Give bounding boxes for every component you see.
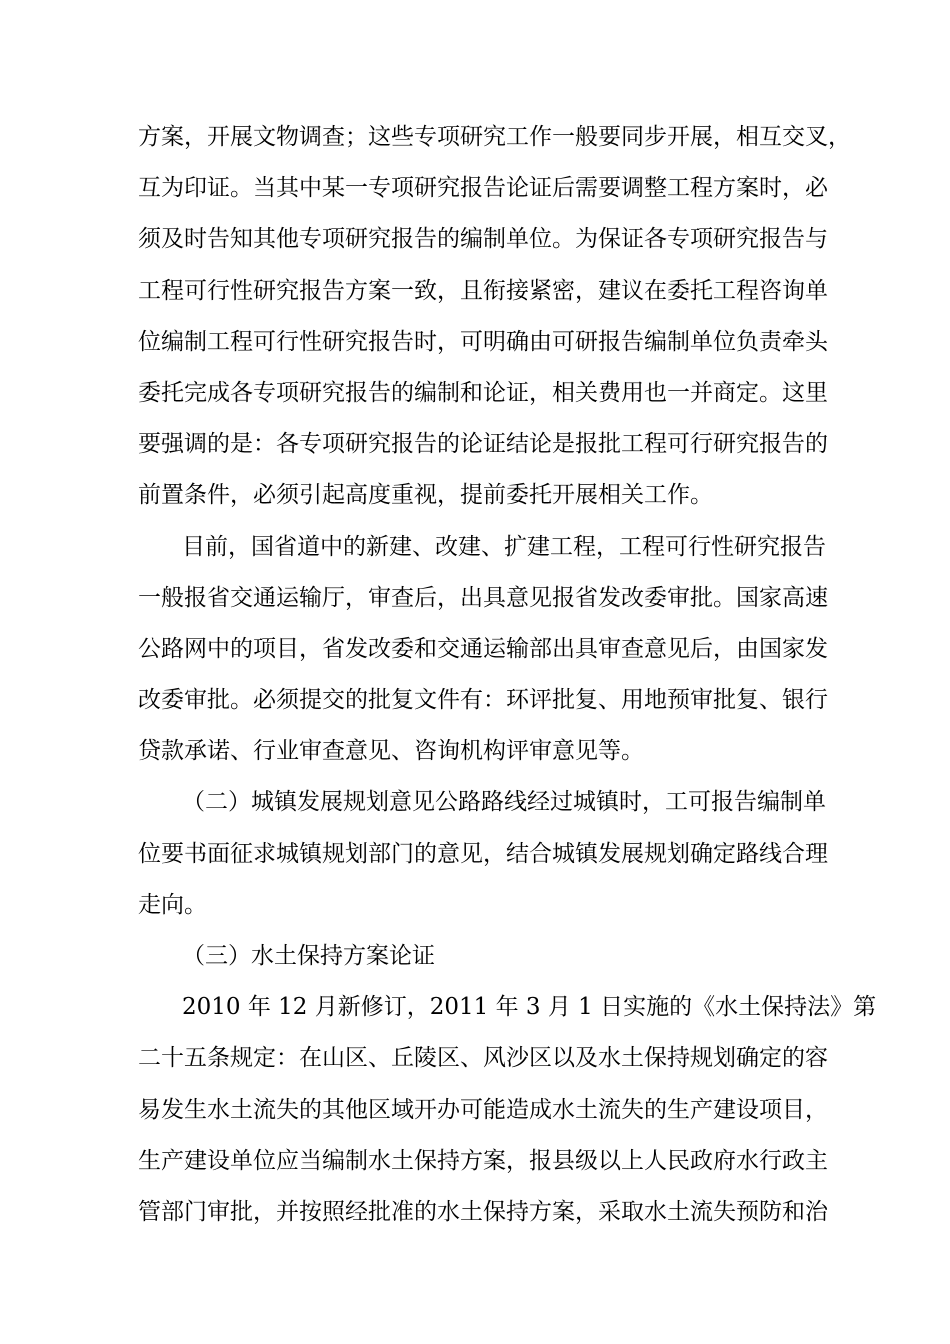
text-line: 贷款承诺、行业审查意见、咨询机构评审意见等。 [138,738,644,765]
text-line: 要强调的是：各专项研究报告的论证结论是报批工程可行研究报告的 [138,431,828,458]
paragraph-soil-conservation-law [138,982,877,1238]
text-line: 须及时告知其他专项研究报告的编制单位。为保证各专项研究报告与 [138,226,828,253]
text-line: 2010 年 12 月新修订，2011 年 3 月 1 日实施的《水土保持法》第 [182,994,877,1021]
text-line: （二）城镇发展规划意见公路路线经过城镇时，工可报告编制单 [182,789,826,816]
text-line: 委托完成各专项研究报告的编制和论证，相关费用也一并商定。这里 [138,379,828,406]
text-line: 工程可行性研究报告方案一致，且衔接紧密，建议在委托工程咨询单 [138,277,828,304]
text-line: 二十五条规定：在山区、丘陵区、风沙区以及水土保持规划确定的容 [138,1045,828,1072]
text-line: 目前，国省道中的新建、改建、扩建工程，工程可行性研究报告 [182,533,826,560]
text-line: 位编制工程可行性研究报告时，可明确由可研报告编制单位负责牵头 [138,328,828,355]
text-line: 互为印证。当其中某一专项研究报告论证后需要调整工程方案时，必 [138,175,828,202]
text-line: 一般报省交通运输厅，审查后，出具意见报省发改委审批。国家高速 [138,584,828,611]
document-body [138,112,877,1238]
section-heading-soil-conservation [138,931,820,982]
text-line: 方案，开展文物调查；这些专项研究工作一般要同步开展，相互交叉， [138,124,851,150]
text-line: 公路网中的项目，省发改委和交通运输部出具审查意见后，由国家发 [138,635,828,662]
text-line: 生产建设单位应当编制水土保持方案，报县级以上人民政府水行政主 [138,1147,828,1174]
paragraph-cultural-survey [138,112,851,522]
text-line: 走向。 [138,891,207,918]
paragraph-approval-process [138,522,828,778]
section-heading: （三）水土保持方案论证 [182,943,435,969]
text-line: 位要书面征求城镇规划部门的意见，结合城镇发展规划确定路线合理 [138,840,828,867]
paragraph-urban-planning [138,777,828,931]
text-line: 改委审批。必须提交的批复文件有：环评批复、用地预审批复、银行 [138,687,828,714]
text-line: 管部门审批，并按照经批准的水土保持方案，采取水土流失预防和治 [138,1198,828,1225]
text-line: 易发生水土流失的其他区域开办可能造成水土流失的生产建设项目， [138,1096,828,1123]
text-line: 前置条件，必须引起高度重视，提前委托开展相关工作。 [138,482,713,509]
